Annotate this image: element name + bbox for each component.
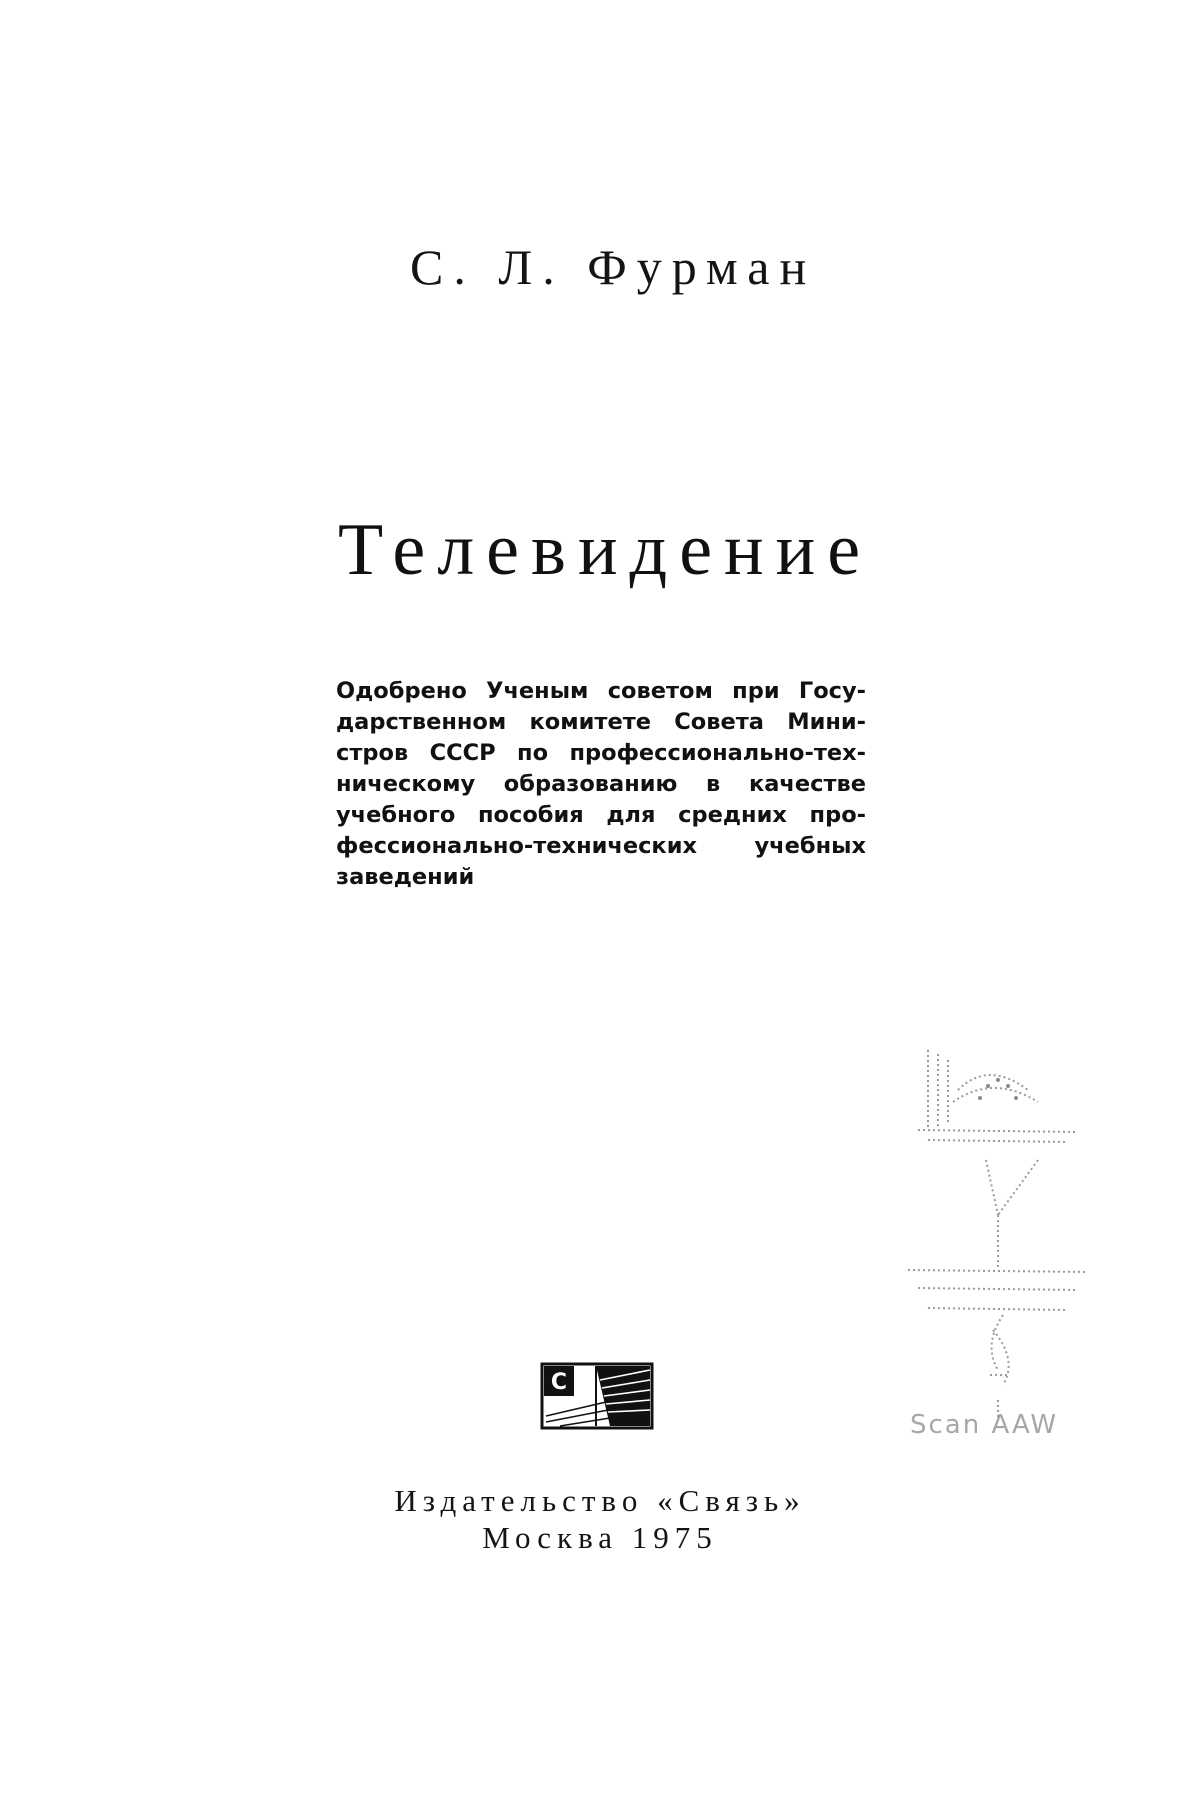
approval-line: фессионально-технических учебных [336, 833, 866, 859]
author-name: С. Л. Фурман [410, 239, 817, 295]
library-stamp-text: Scan AAW [910, 1410, 1059, 1440]
publisher-name: Издательство «Связь» [394, 1483, 806, 1518]
svyaz-publisher-logo-icon [540, 1362, 654, 1430]
approval-line: заведений [336, 864, 475, 890]
library-stamp-icon [898, 1040, 1098, 1450]
publisher-block [0, 1482, 1200, 1556]
approval-line: ническому образованию в качестве [336, 771, 866, 797]
book-title: Телевидение [338, 509, 873, 591]
approval-line: стров СССР по профессионально-тех- [336, 740, 866, 766]
publication-city-year: Москва 1975 [482, 1520, 718, 1555]
approval-line: учебного пособия для средних про- [336, 802, 866, 828]
logo-letter: С [550, 1370, 568, 1395]
approval-line: Одобрено Ученым советом при Госу- [336, 678, 866, 704]
approval-note [336, 676, 866, 893]
approval-line: дарственном комитете Совета Мини- [336, 709, 866, 735]
